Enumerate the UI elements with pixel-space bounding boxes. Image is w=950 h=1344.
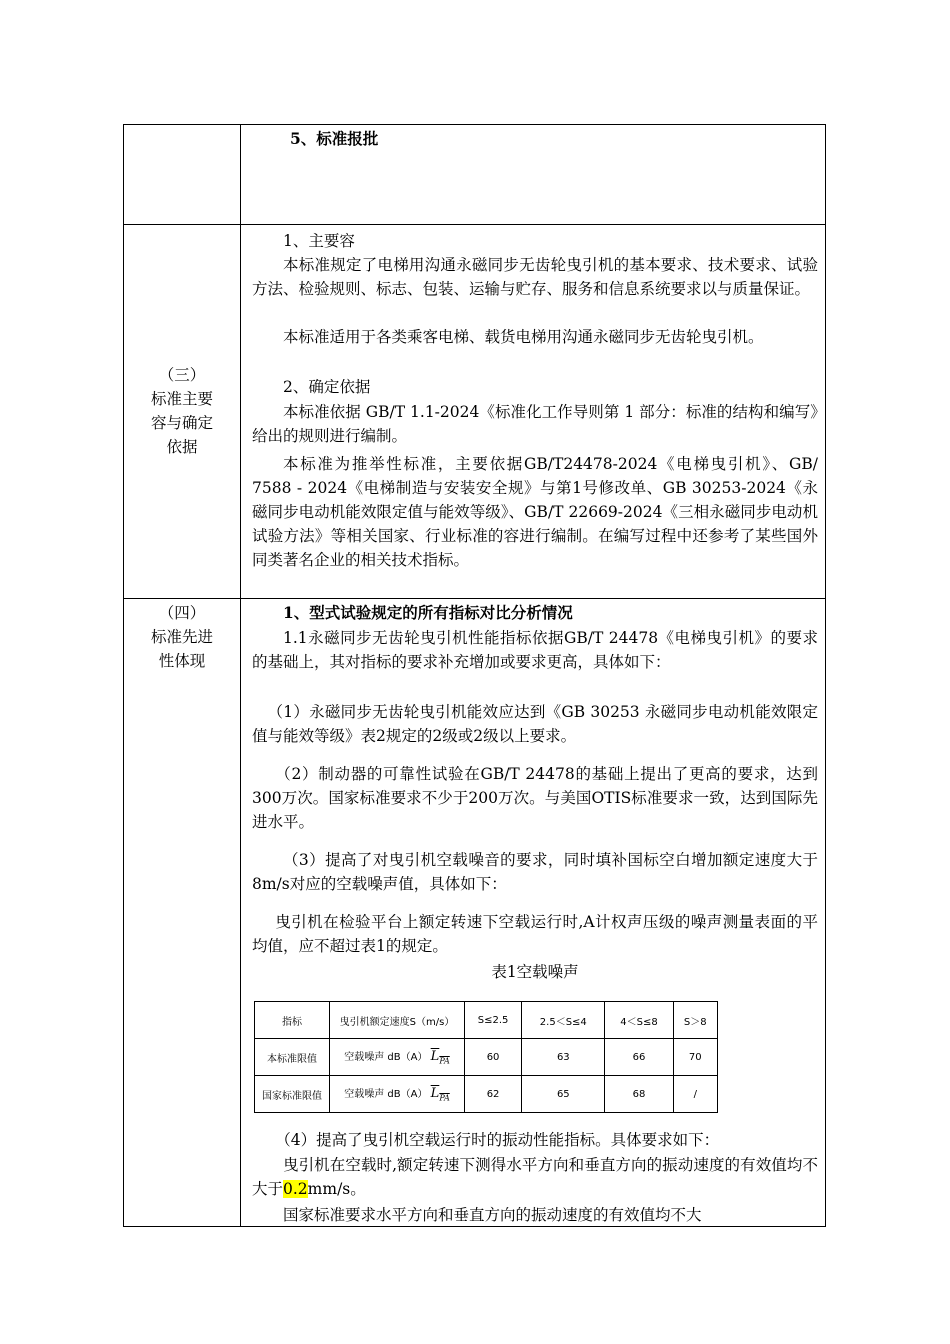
lpa-subscript: PA — [439, 1056, 450, 1066]
header-cell: 曳引机额定速度S（m/s） — [330, 1002, 465, 1039]
paragraph-performance-basis: 1.1永磁同步无齿轮曳引机性能指标依据GB/T 24478《电梯曳引机》的要求的基础上，其对指标的要求补充增加或要求更高，具体如下： — [252, 629, 818, 671]
paragraph-scope: 本标准规定了电梯用沟通永磁同步无齿轮曳引机的基本要求、技术要求、试验方法、检验规则、标志、包装、运输与贮存、服务和信息系统要求以与质量保证。 — [252, 256, 818, 298]
header-cell: S≤2.5 — [465, 1002, 522, 1039]
paragraph-referenced-standards: 本标准为推举性标准，主要依据GB/T24478-2024《电梯曳引机》、GB/ 7588 - 2024《电梯制造与安装安全规》与第1号修改单、GB 30253-2024《永磁同步电动机能效限定值与能效等级》、GB/T 22669-2024《三相永磁同步电动机试验方法》等相关国家、行业标准的容进行编制。在编写过程中还参考了某些国外同类著名企业的相关技术指标。 — [252, 455, 818, 569]
header-cell: 4＜S≤8 — [605, 1002, 673, 1039]
value-cell: 60 — [465, 1039, 522, 1076]
subheading-basis: 2、确定依据 — [283, 378, 371, 396]
item-text: 空载噪声 dB（A） — [344, 1052, 428, 1064]
value-cell: 66 — [605, 1039, 673, 1076]
row-label-line: 容与确定 — [150, 414, 213, 432]
header-cell: 指标 — [255, 1002, 330, 1039]
value-cell: 70 — [673, 1039, 717, 1076]
row-label-line: （三） — [158, 366, 206, 384]
vibration-text: 曳引机在空载时,额定转速下测得水平方向和垂直方向的振动速度的有效值均不大于 — [252, 1156, 818, 1198]
row-label-line: 标准先进 — [150, 628, 213, 646]
row-label-line: 性体现 — [158, 652, 206, 670]
paragraph-brake-reliability: （2）制动器的可靠性试验在GB/T 24478的基础上提出了更高的要求，达到300万次。国家标准要求不少于200万次。与美国OTIS标准要求一致，达到国际先进水平。 — [252, 765, 818, 831]
paragraph-applicability: 本标准适用于各类乘客电梯、载货电梯用沟通永磁同步无齿轮曳引机。 — [283, 328, 764, 346]
section-heading-comparison: 1、型式试验规定的所有指标对比分析情况 — [283, 603, 573, 622]
lpa-letter: L — [430, 1086, 440, 1102]
paragraph-drafting-rules: 本标准依据 GB/T 1.1-2024《标准化工作导则第 1 部分：标准的结构和编写》给出的规则进行编制。 — [252, 403, 818, 445]
paragraph-efficiency: （1）永磁同步无齿轮曳引机能效应达到《GB 30253 永磁同步电动机能效限定值与能效等级》表2规定的2级或2级以上要求。 — [252, 703, 818, 745]
row-divider-1 — [123, 224, 826, 225]
row-label-line: 依据 — [166, 438, 198, 456]
lpa-subscript: PA — [439, 1093, 450, 1103]
value-cell: 63 — [522, 1039, 605, 1076]
noise-limits-table — [254, 1001, 718, 1113]
table-caption: 表1空载噪声 — [491, 963, 579, 981]
row-label-main-content — [124, 363, 240, 459]
row-label-advancement — [124, 601, 240, 673]
subheading-main-content: 1、主要容 — [283, 232, 355, 250]
lpa-symbol — [431, 1049, 450, 1064]
row-label-line: 标准主要 — [150, 390, 213, 408]
header-cell: 2.5＜S≤4 — [522, 1002, 605, 1039]
section-heading-standard-approval: 5、标准报批 — [290, 129, 379, 148]
row-label-cell: 国家标准限值 — [255, 1076, 330, 1113]
paragraph-vibration-limit — [252, 1153, 818, 1201]
value-cell: 62 — [465, 1076, 522, 1113]
row-label-cell: 本标准限值 — [255, 1039, 330, 1076]
value-cell: / — [673, 1076, 717, 1113]
row-label-line: （四） — [158, 604, 206, 622]
row-divider-2 — [123, 598, 826, 599]
highlighted-value: 0.2 — [283, 1180, 308, 1198]
header-cell: S＞8 — [673, 1002, 717, 1039]
paragraph-noise-measurement: 曳引机在检验平台上额定转速下空载运行时,A计权声压级的噪声测量表面的平均值，应不超过表1的规定。 — [252, 913, 818, 955]
paragraph-noise-requirement: （3）提高了对曳引机空载噪音的要求，同时填补国标空白增加额定速度大于8m/s对应的空载噪声值，具体如下： — [252, 851, 818, 893]
table-header-row — [255, 1002, 718, 1039]
table-row — [255, 1039, 718, 1076]
lpa-letter: L — [430, 1049, 440, 1065]
item-cell — [330, 1076, 465, 1113]
lpa-symbol — [431, 1086, 450, 1101]
table-row — [255, 1076, 718, 1113]
paragraph-national-vibration: 国家标准要求水平方向和垂直方向的振动速度的有效值均不大 — [283, 1206, 702, 1224]
item-text: 空载噪声 dB（A） — [344, 1089, 428, 1101]
paragraph-vibration-requirement: （4）提高了曳引机空载运行时的振动性能指标。具体要求如下： — [275, 1131, 720, 1149]
item-cell — [330, 1039, 465, 1076]
value-cell: 68 — [605, 1076, 673, 1113]
column-divider — [240, 124, 241, 1227]
vibration-unit: mm/s。 — [307, 1180, 366, 1198]
value-cell: 65 — [522, 1076, 605, 1113]
